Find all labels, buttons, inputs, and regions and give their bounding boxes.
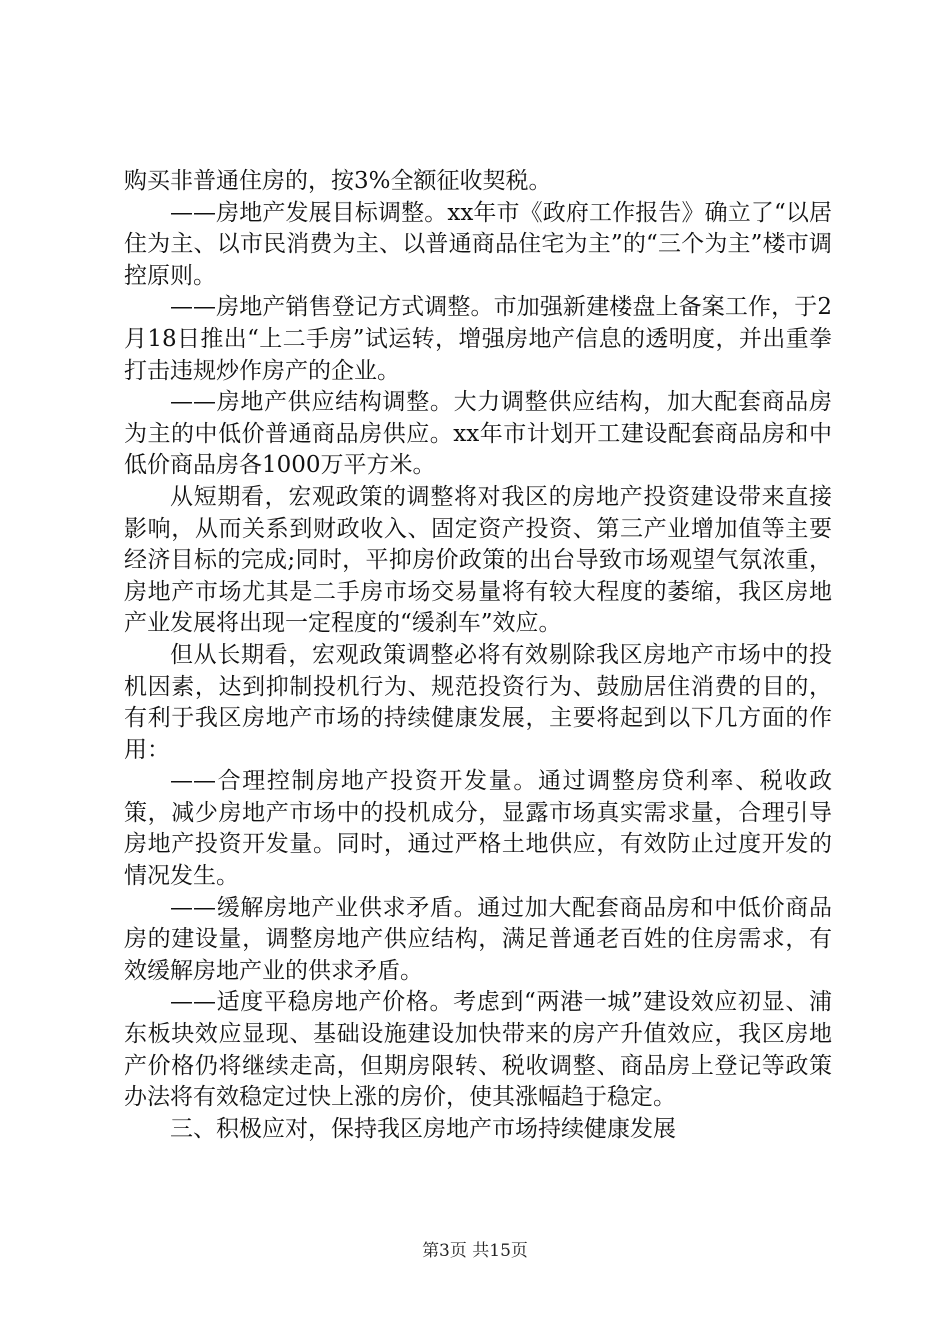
paragraph: ——房地产销售登记方式调整。市加强新建楼盘上备案工作，于2月18日推出“上二手房”试运转，增强房地产信息的透明度，并出重拳打击违规炒作房产的企业。 (124, 294, 832, 384)
document-body (124, 166, 832, 1145)
paragraph: ——房地产发展目标调整。xx年市《政府工作报告》确立了“以居住为主、以市民消费为主、以普通商品住宅为主”的“三个为主”楼市调控原则。 (124, 199, 832, 289)
paragraph: 但从长期看，宏观政策调整必将有效剔除我区房地产市场中的投机因素，达到抑制投机行为、规范投资行为、鼓励居住消费的目的，有利于我区房地产市场的持续健康发展，主要将起到以下几方面的作用： (124, 641, 832, 763)
paragraph: ——适度平稳房地产价格。考虑到“两港一城”建设效应初显、浦东板块效应显现、基础设施建设加快带来的房产升值效应，我区房地产价格仍将继续走高，但期房限转、税收调整、商品房上登记等政策办法将有效稳定过快上涨的房价，使其涨幅趋于稳定。 (124, 989, 832, 1111)
paragraph: 购买非普通住房的，按3%全额征收契税。 (124, 168, 552, 194)
section-heading: 三、积极应对，保持我区房地产市场持续健康发展 (170, 1115, 676, 1142)
paragraph: ——房地产供应结构调整。大力调整供应结构，加大配套商品房为主的中低价普通商品房供应。xx年市计划开工建设配套商品房和中低价商品房各1000万平方米。 (124, 389, 832, 479)
paragraph: 从短期看，宏观政策的调整将对我区的房地产投资建设带来直接影响，从而关系到财政收入、固定资产投资、第三产业增加值等主要经济目标的完成;同时，平抑房价政策的出台导致市场观望气氛浓重，房地产市场尤其是二手房市场交易量将有较大程度的萎缩，我区房地产业发展将出现一定程度的“缓刹车”效应。 (124, 483, 832, 637)
page-number-footer: 第3页 共15页 (422, 1241, 528, 1261)
paragraph: ——缓解房地产业供求矛盾。通过加大配套商品房和中低价商品房的建设量，调整房地产供应结构，满足普通老百姓的住房需求，有效缓解房地产业的供求矛盾。 (124, 894, 832, 984)
paragraph: ——合理控制房地产投资开发量。通过调整房贷利率、税收政策，减少房地产市场中的投机成分，显露市场真实需求量，合理引导房地产投资开发量。同时，通过严格土地供应，有效防止过度开发的情况发生。 (124, 768, 832, 890)
